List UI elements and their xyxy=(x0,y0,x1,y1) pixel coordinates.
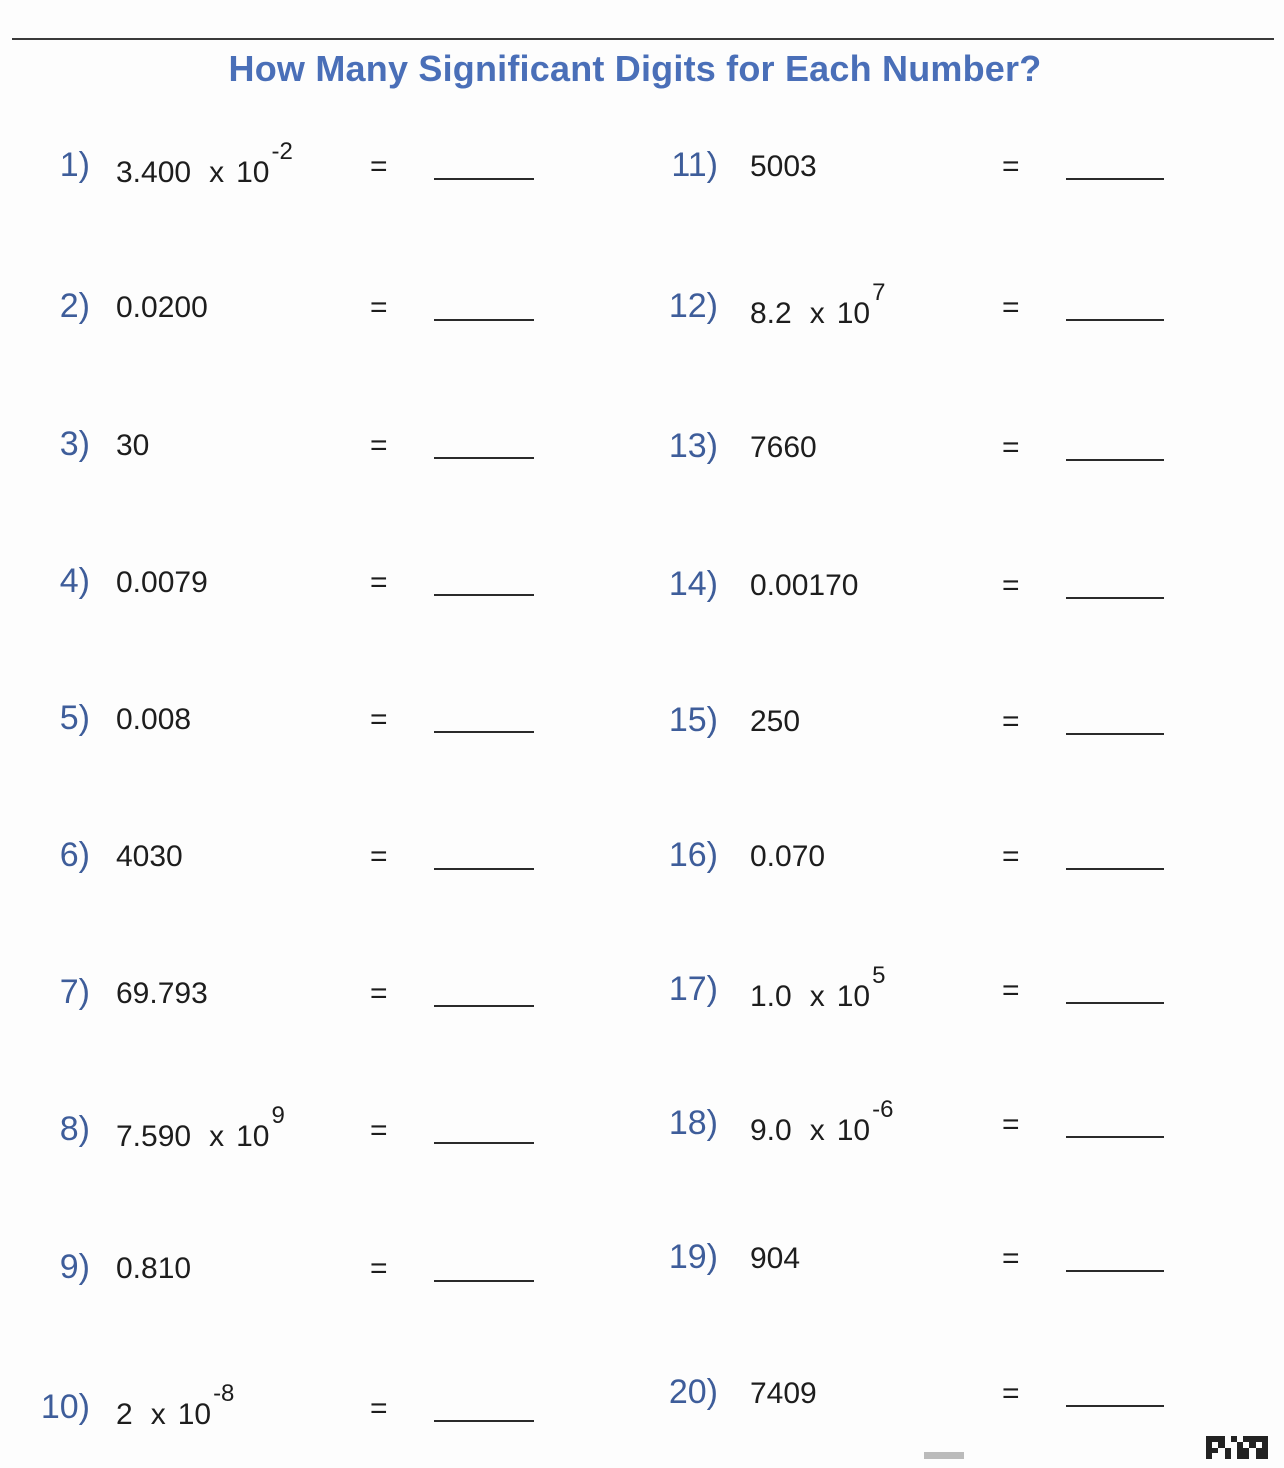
mantissa: 250 xyxy=(750,705,801,738)
problem-item xyxy=(630,836,1270,916)
exponent: -8 xyxy=(213,1380,235,1407)
problem-value xyxy=(750,840,825,874)
problem-number: 2) xyxy=(59,287,90,325)
qr-cell xyxy=(1262,1453,1268,1459)
equals-sign: = xyxy=(1002,705,1020,738)
times-sign: x xyxy=(809,1114,825,1147)
mantissa: 30 xyxy=(116,429,150,462)
power-base: 10 xyxy=(236,1120,270,1153)
problem-value xyxy=(116,291,208,325)
problem-value xyxy=(750,1242,800,1276)
problem-value xyxy=(750,705,800,739)
problem-value xyxy=(116,703,191,737)
problem-value xyxy=(750,150,817,184)
answer-blank[interactable] xyxy=(434,594,534,596)
problem-value xyxy=(116,138,293,190)
power-base: 10 xyxy=(836,980,871,1013)
problem-item xyxy=(630,279,1270,367)
problem-item xyxy=(0,1102,640,1190)
mantissa: 7409 xyxy=(750,1377,817,1410)
equals-sign: = xyxy=(1002,291,1020,324)
problem-number: 17) xyxy=(668,970,718,1008)
worksheet-title: How Many Significant Digits for Each Number? xyxy=(228,48,1042,89)
mantissa: 0.00170 xyxy=(750,569,859,602)
times-sign: x xyxy=(809,980,825,1013)
mantissa: 0.0200 xyxy=(116,291,208,324)
times-sign: x xyxy=(809,297,825,330)
logo-icon xyxy=(924,1452,964,1459)
problem-number: 3) xyxy=(59,425,90,463)
problem-item xyxy=(0,562,640,642)
equals-sign: = xyxy=(370,291,388,324)
problem-item xyxy=(630,1238,1270,1318)
mantissa: 0.810 xyxy=(116,1252,192,1285)
equals-sign: = xyxy=(1002,150,1020,183)
problem-value xyxy=(750,962,886,1014)
problem-number: 15) xyxy=(668,701,718,739)
qr-code-icon xyxy=(1206,1436,1268,1459)
answer-blank[interactable] xyxy=(434,1420,534,1422)
answer-blank[interactable] xyxy=(1066,459,1164,461)
mantissa: 9.0 xyxy=(750,1114,792,1147)
equals-sign: = xyxy=(1002,431,1020,464)
left-column xyxy=(0,0,640,1459)
mantissa: 7660 xyxy=(750,431,817,464)
mantissa: 69.793 xyxy=(116,977,208,1010)
equals-sign: = xyxy=(370,1392,388,1425)
problem-item xyxy=(630,962,1270,1050)
problem-value xyxy=(750,1096,894,1148)
equals-sign: = xyxy=(1002,1242,1020,1275)
problem-value xyxy=(116,1380,235,1432)
answer-blank[interactable] xyxy=(434,731,534,733)
problem-number: 9) xyxy=(59,1248,90,1286)
answer-blank[interactable] xyxy=(1066,1136,1164,1138)
equals-sign: = xyxy=(370,1252,388,1285)
times-sign: x xyxy=(209,1120,225,1153)
right-column xyxy=(630,0,1270,1459)
exponent: -6 xyxy=(872,1096,894,1123)
answer-blank[interactable] xyxy=(1066,1405,1164,1407)
problem-item xyxy=(630,1373,1270,1453)
problem-number: 12) xyxy=(668,287,718,325)
power-base: 10 xyxy=(177,1398,212,1431)
power-base: 10 xyxy=(236,156,270,189)
answer-blank[interactable] xyxy=(1066,1270,1164,1272)
answer-blank[interactable] xyxy=(434,178,534,180)
problem-number: 7) xyxy=(59,973,90,1011)
problem-item xyxy=(0,287,640,367)
answer-blank[interactable] xyxy=(1066,733,1164,735)
problem-number: 5) xyxy=(59,699,90,737)
equals-sign: = xyxy=(370,566,388,599)
problem-item xyxy=(0,1380,640,1468)
problem-value xyxy=(116,1102,285,1154)
problem-number: 14) xyxy=(668,565,718,603)
answer-blank[interactable] xyxy=(1066,178,1164,180)
problem-item xyxy=(0,836,640,916)
mantissa: 0.070 xyxy=(750,840,826,873)
answer-blank[interactable] xyxy=(1066,868,1164,870)
equals-sign: = xyxy=(370,1114,388,1147)
problem-value xyxy=(116,977,208,1011)
exponent: 7 xyxy=(872,279,886,306)
problem-number: 8) xyxy=(59,1110,90,1148)
problem-number: 6) xyxy=(59,836,90,874)
problem-item xyxy=(630,1096,1270,1184)
equals-sign: = xyxy=(370,840,388,873)
problem-number: 10) xyxy=(40,1388,90,1426)
equals-sign: = xyxy=(1002,840,1020,873)
problem-number: 1) xyxy=(59,146,90,184)
problem-value xyxy=(116,429,149,463)
mantissa: 904 xyxy=(750,1242,801,1275)
answer-blank[interactable] xyxy=(434,868,534,870)
times-sign: x xyxy=(209,156,225,189)
equals-sign: = xyxy=(370,703,388,736)
mantissa: 0.008 xyxy=(116,703,192,736)
answer-blank[interactable] xyxy=(434,1005,534,1007)
answer-blank[interactable] xyxy=(434,319,534,321)
answer-blank[interactable] xyxy=(434,457,534,459)
problem-value xyxy=(750,279,886,331)
equals-sign: = xyxy=(1002,974,1020,1007)
problem-value xyxy=(116,566,208,600)
mantissa: 0.0079 xyxy=(116,566,208,599)
answer-blank[interactable] xyxy=(434,1280,534,1282)
equals-sign: = xyxy=(1002,1108,1020,1141)
mantissa: 8.2 xyxy=(750,297,792,330)
answer-blank[interactable] xyxy=(1066,319,1164,321)
problem-item xyxy=(630,701,1270,781)
problem-value xyxy=(116,840,183,874)
problem-item xyxy=(630,146,1270,226)
equals-sign: = xyxy=(370,429,388,462)
answer-blank[interactable] xyxy=(1066,1002,1164,1004)
mantissa: 2 xyxy=(116,1398,133,1431)
problem-item xyxy=(0,699,640,779)
problem-value xyxy=(750,569,858,603)
equals-sign: = xyxy=(370,977,388,1010)
problem-number: 20) xyxy=(668,1373,718,1411)
exponent: 5 xyxy=(872,962,886,989)
power-base: 10 xyxy=(836,297,871,330)
problem-number: 18) xyxy=(668,1104,718,1142)
problem-item xyxy=(0,973,640,1053)
mantissa: 1.0 xyxy=(750,980,792,1013)
mantissa: 3.400 xyxy=(116,156,192,189)
problem-item xyxy=(0,425,640,505)
problem-value xyxy=(750,1377,817,1411)
times-sign: x xyxy=(150,1398,166,1431)
answer-blank[interactable] xyxy=(434,1142,534,1144)
problem-number: 19) xyxy=(668,1238,718,1276)
problem-number: 4) xyxy=(59,562,90,600)
problem-number: 13) xyxy=(668,427,718,465)
power-base: 10 xyxy=(836,1114,871,1147)
mantissa: 4030 xyxy=(116,840,183,873)
mantissa: 7.590 xyxy=(116,1120,192,1153)
problem-value xyxy=(116,1252,191,1286)
problem-number: 16) xyxy=(668,836,718,874)
problem-item xyxy=(0,138,640,226)
problem-item xyxy=(0,1248,640,1328)
answer-blank[interactable] xyxy=(1066,597,1164,599)
exponent: 9 xyxy=(271,1102,285,1129)
problem-item xyxy=(630,427,1270,507)
problem-value xyxy=(750,431,817,465)
problem-number: 11) xyxy=(671,146,718,184)
equals-sign: = xyxy=(1002,569,1020,602)
exponent: -2 xyxy=(271,138,293,165)
equals-sign: = xyxy=(1002,1377,1020,1410)
equals-sign: = xyxy=(370,150,388,183)
problem-item xyxy=(630,565,1270,645)
mantissa: 5003 xyxy=(750,150,817,183)
